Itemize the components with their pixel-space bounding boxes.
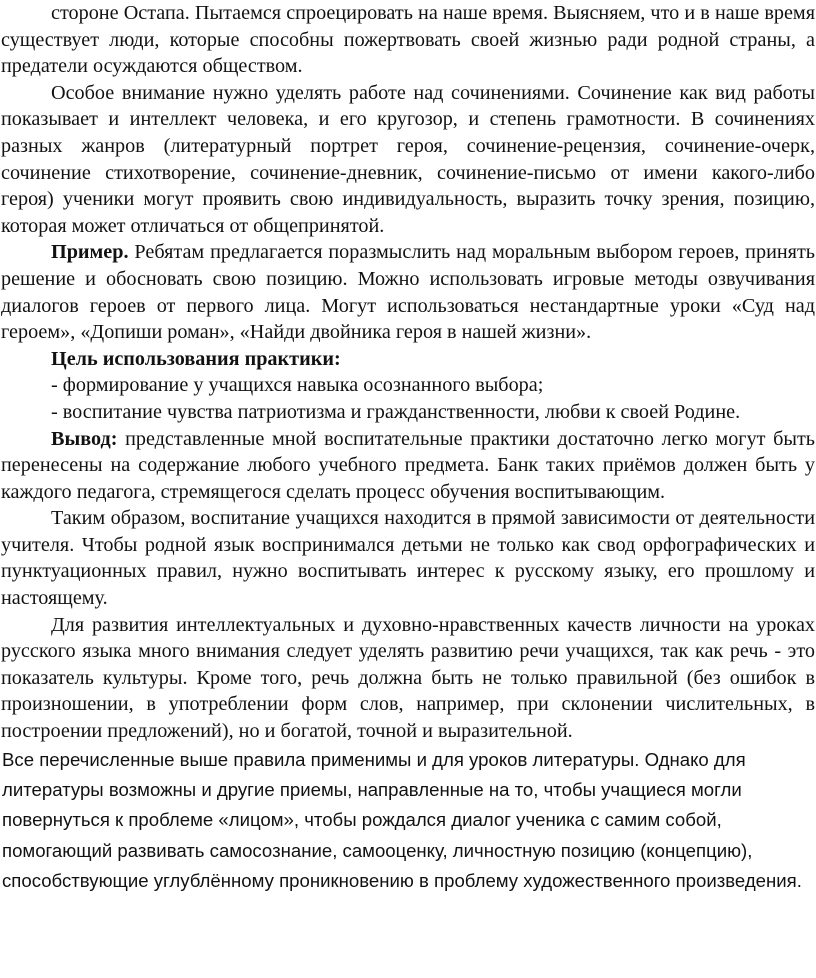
paragraph-upbringing: Таким образом, воспитание учащихся находится в прямой зависимости от деятельности учителя. Чтобы родной язык воспринимался детьми не только как свод орфографических и пунктуационных правил, нужно воспитывать интерес к русскому языку, его прошлому и настоящему. (1, 507, 815, 610)
conclusion-text: представленные мной воспитательные практики достаточно легко могут быть перенесены на содержание любого учебного предмета. Банк таких приёмов должен быть у каждого педагога, стремящегося сделать процесс обучения воспитывающим. (1, 427, 815, 503)
goal-heading: Цель использования практики: (51, 347, 341, 370)
goal-item-choice: - формирование у учащихся навыка осознанного выбора; (51, 374, 544, 397)
paragraph-example (1, 239, 815, 345)
goal-item-patriotism: - воспитание чувства патриотизма и гражданственности, любви к своей Родине. (51, 400, 741, 423)
conclusion-label: Вывод: (51, 427, 118, 450)
paragraph-literature-lessons: Все перечисленные выше правила применимы и для уроков литературы. Однако для литературы возможны и другие приемы, направленные на то, чтобы учащиеся могли повернуться к проблеме «лицом», чтобы рождался диалог ученика с самим собой, помогающий развивать самосознание, самооценку, личностную позицию (концепцию), способствующие углублённому проникновению в проблему художественного произведения. (2, 748, 802, 892)
paragraph-speech-development: Для развития интеллектуальных и духовно-нравственных качеств личности на уроках русского языка много внимания следует уделять развитию речи учащихся, так как речь - это показатель культуры. Кроме того, речь должна быть не только правильной (без ошибок в произношении, в употреблении форм слов, например, при склонении числительных, в построении предложений), но и богатой, точной и выразительной. (1, 613, 815, 743)
example-text: Ребятам предлагается поразмыслить над моральным выбором героев, принять решение и обосновать свою позицию. Можно использовать игровые методы озвучивания диалогов героев от первого лица. Могут использоваться нестандартные уроки «Суд над героем», «Допиши роман», «Найди двойника героя в нашей жизни». (1, 241, 815, 344)
serif-text-block (1, 0, 815, 745)
paragraph-continuation: стороне Остапа. Пытаемся спроецировать на наше время. Выясняем, что и в наше время существует люди, которые способны пожертвовать своей жизнью ради родной страны, а предатели осуждаются обществом. (1, 2, 815, 78)
sans-text-block (2, 745, 802, 897)
paragraph-essays: Особое внимание нужно уделять работе над сочинениями. Сочинение как вид работы показывает и интеллект человека, и его кругозор, и степень грамотности. В сочинениях разных жанров (литературный портрет героя, сочинение-рецензия, сочинение-очерк, сочинение стихотворение, сочинение-дневник, сочинение-письмо от имени какого-либо героя) ученики могут проявить свою индивидуальность, выразить точку зрения, позицию, которая может отличаться от общепринятой. (1, 81, 815, 237)
paragraph-conclusion (1, 426, 815, 506)
example-label: Пример. (51, 241, 129, 264)
